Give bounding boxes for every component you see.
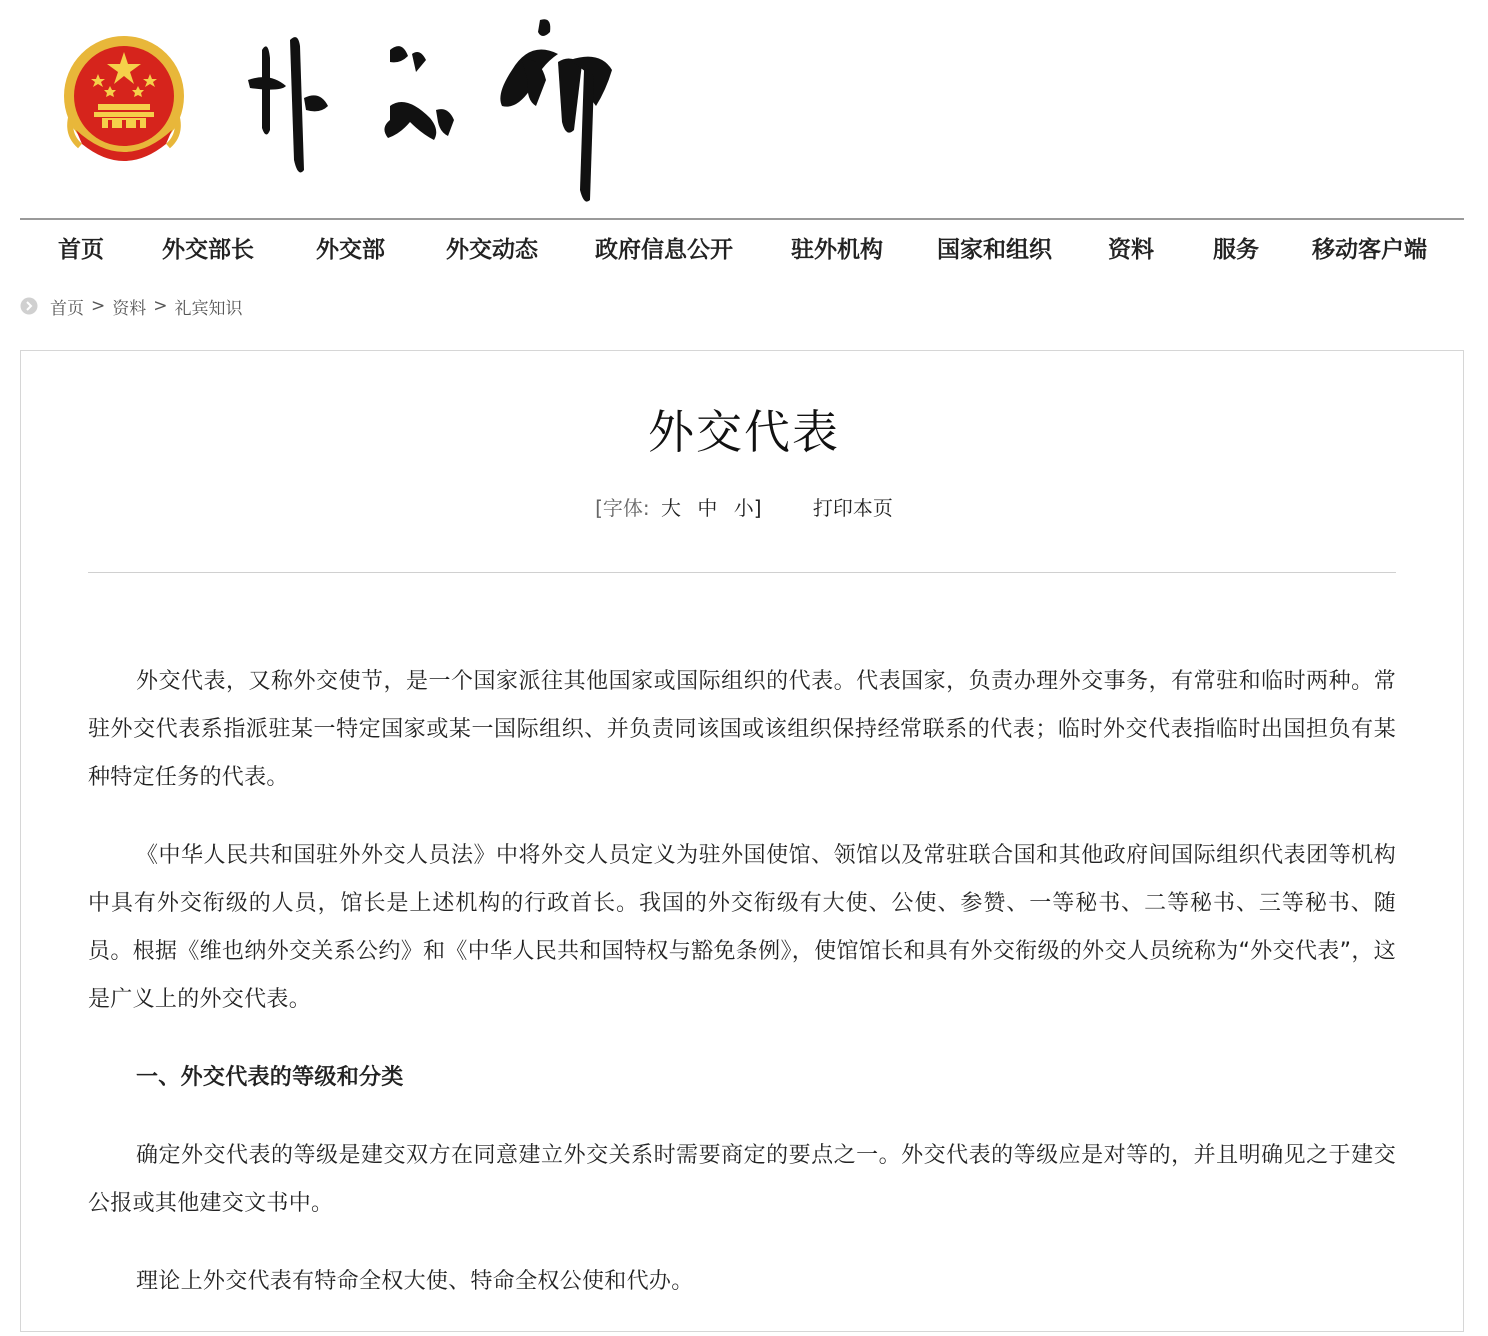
nav-item-countries-orgs[interactable]: 国家和组织	[937, 237, 1052, 263]
nav-item-gov-info[interactable]: 政府信息公开	[595, 237, 733, 263]
nav-item-services[interactable]: 服务	[1213, 237, 1259, 263]
national-emblem-icon[interactable]	[58, 34, 190, 170]
article-paragraph: 《中华人民共和国驻外外交人员法》中将外交人员定义为驻外国使馆、领馆以及常驻联合国和其他政府间国际组织代表团等机构中具有外交衔级的人员，馆长是上述机构的行政首长。我国的外交衔级有大使、公使、参赞、一等秘书、二等秘书、三等秘书、随员。根据《维也纳外交关系公约》和《中华人民共和国特权与豁免条例》，使馆馆长和具有外交衔级的外交人员统称为“外交代表”，这是广义上的外交代表。	[88, 843, 1396, 1012]
nav-item-diplomatic-news[interactable]: 外交动态	[446, 237, 538, 263]
nav-item-home[interactable]: 首页	[58, 237, 104, 263]
print-page-link[interactable]: 打印本页	[812, 496, 893, 520]
breadcrumb-separator: >	[153, 296, 168, 316]
page-title: 外交代表	[648, 405, 840, 459]
article-tools	[0, 494, 1488, 522]
nav-item-minister[interactable]: 外交部长	[162, 237, 254, 263]
font-size-medium-button[interactable]: 中	[697, 496, 718, 520]
nav-item-missions-abroad[interactable]: 驻外机构	[791, 237, 883, 263]
nav-item-resources[interactable]: 资料	[1108, 237, 1154, 263]
font-size-large-button[interactable]: 大	[661, 496, 681, 520]
article-body	[88, 658, 1396, 1336]
main-nav	[20, 222, 1464, 278]
breadcrumb-protocol-knowledge[interactable]: 礼宾知识	[174, 298, 243, 319]
site-title-logo	[240, 10, 630, 210]
site-header	[0, 0, 1488, 218]
article-paragraph: 确定外交代表的等级是建交双方在同意建立外交关系时需要商定的要点之一。外交代表的等级应是对等的，并且明确见之于建交公报或其他建交文书中。	[88, 1143, 1396, 1216]
breadcrumb-separator: >	[91, 296, 106, 316]
breadcrumb	[20, 292, 243, 320]
article-paragraph: 理论上外交代表有特命全权大使、特命全权公使和代办。	[136, 1269, 694, 1294]
header-divider	[20, 218, 1464, 220]
chevron-right-circle-icon	[20, 297, 38, 315]
font-size-small-button[interactable]: 小]	[733, 496, 762, 520]
breadcrumb-resources[interactable]: 资料	[112, 298, 147, 319]
font-size-label: [字体:	[595, 496, 650, 520]
breadcrumb-home[interactable]: 首页	[50, 298, 84, 319]
nav-item-mobile-client[interactable]: 移动客户端	[1312, 237, 1427, 263]
title-divider	[88, 572, 1396, 573]
section-heading: 一、外交代表的等级和分类	[136, 1065, 404, 1090]
article-paragraph: 外交代表，又称外交使节，是一个国家派往其他国家或国际组织的代表。代表国家，负责办理外交事务，有常驻和临时两种。常驻外交代表系指派驻某一特定国家或某一国际组织、并负责同该国或该组织保持经常联系的代表；临时外交代表指临时出国担负有某种特定任务的代表。	[88, 669, 1396, 790]
nav-item-ministry[interactable]: 外交部	[316, 237, 385, 263]
